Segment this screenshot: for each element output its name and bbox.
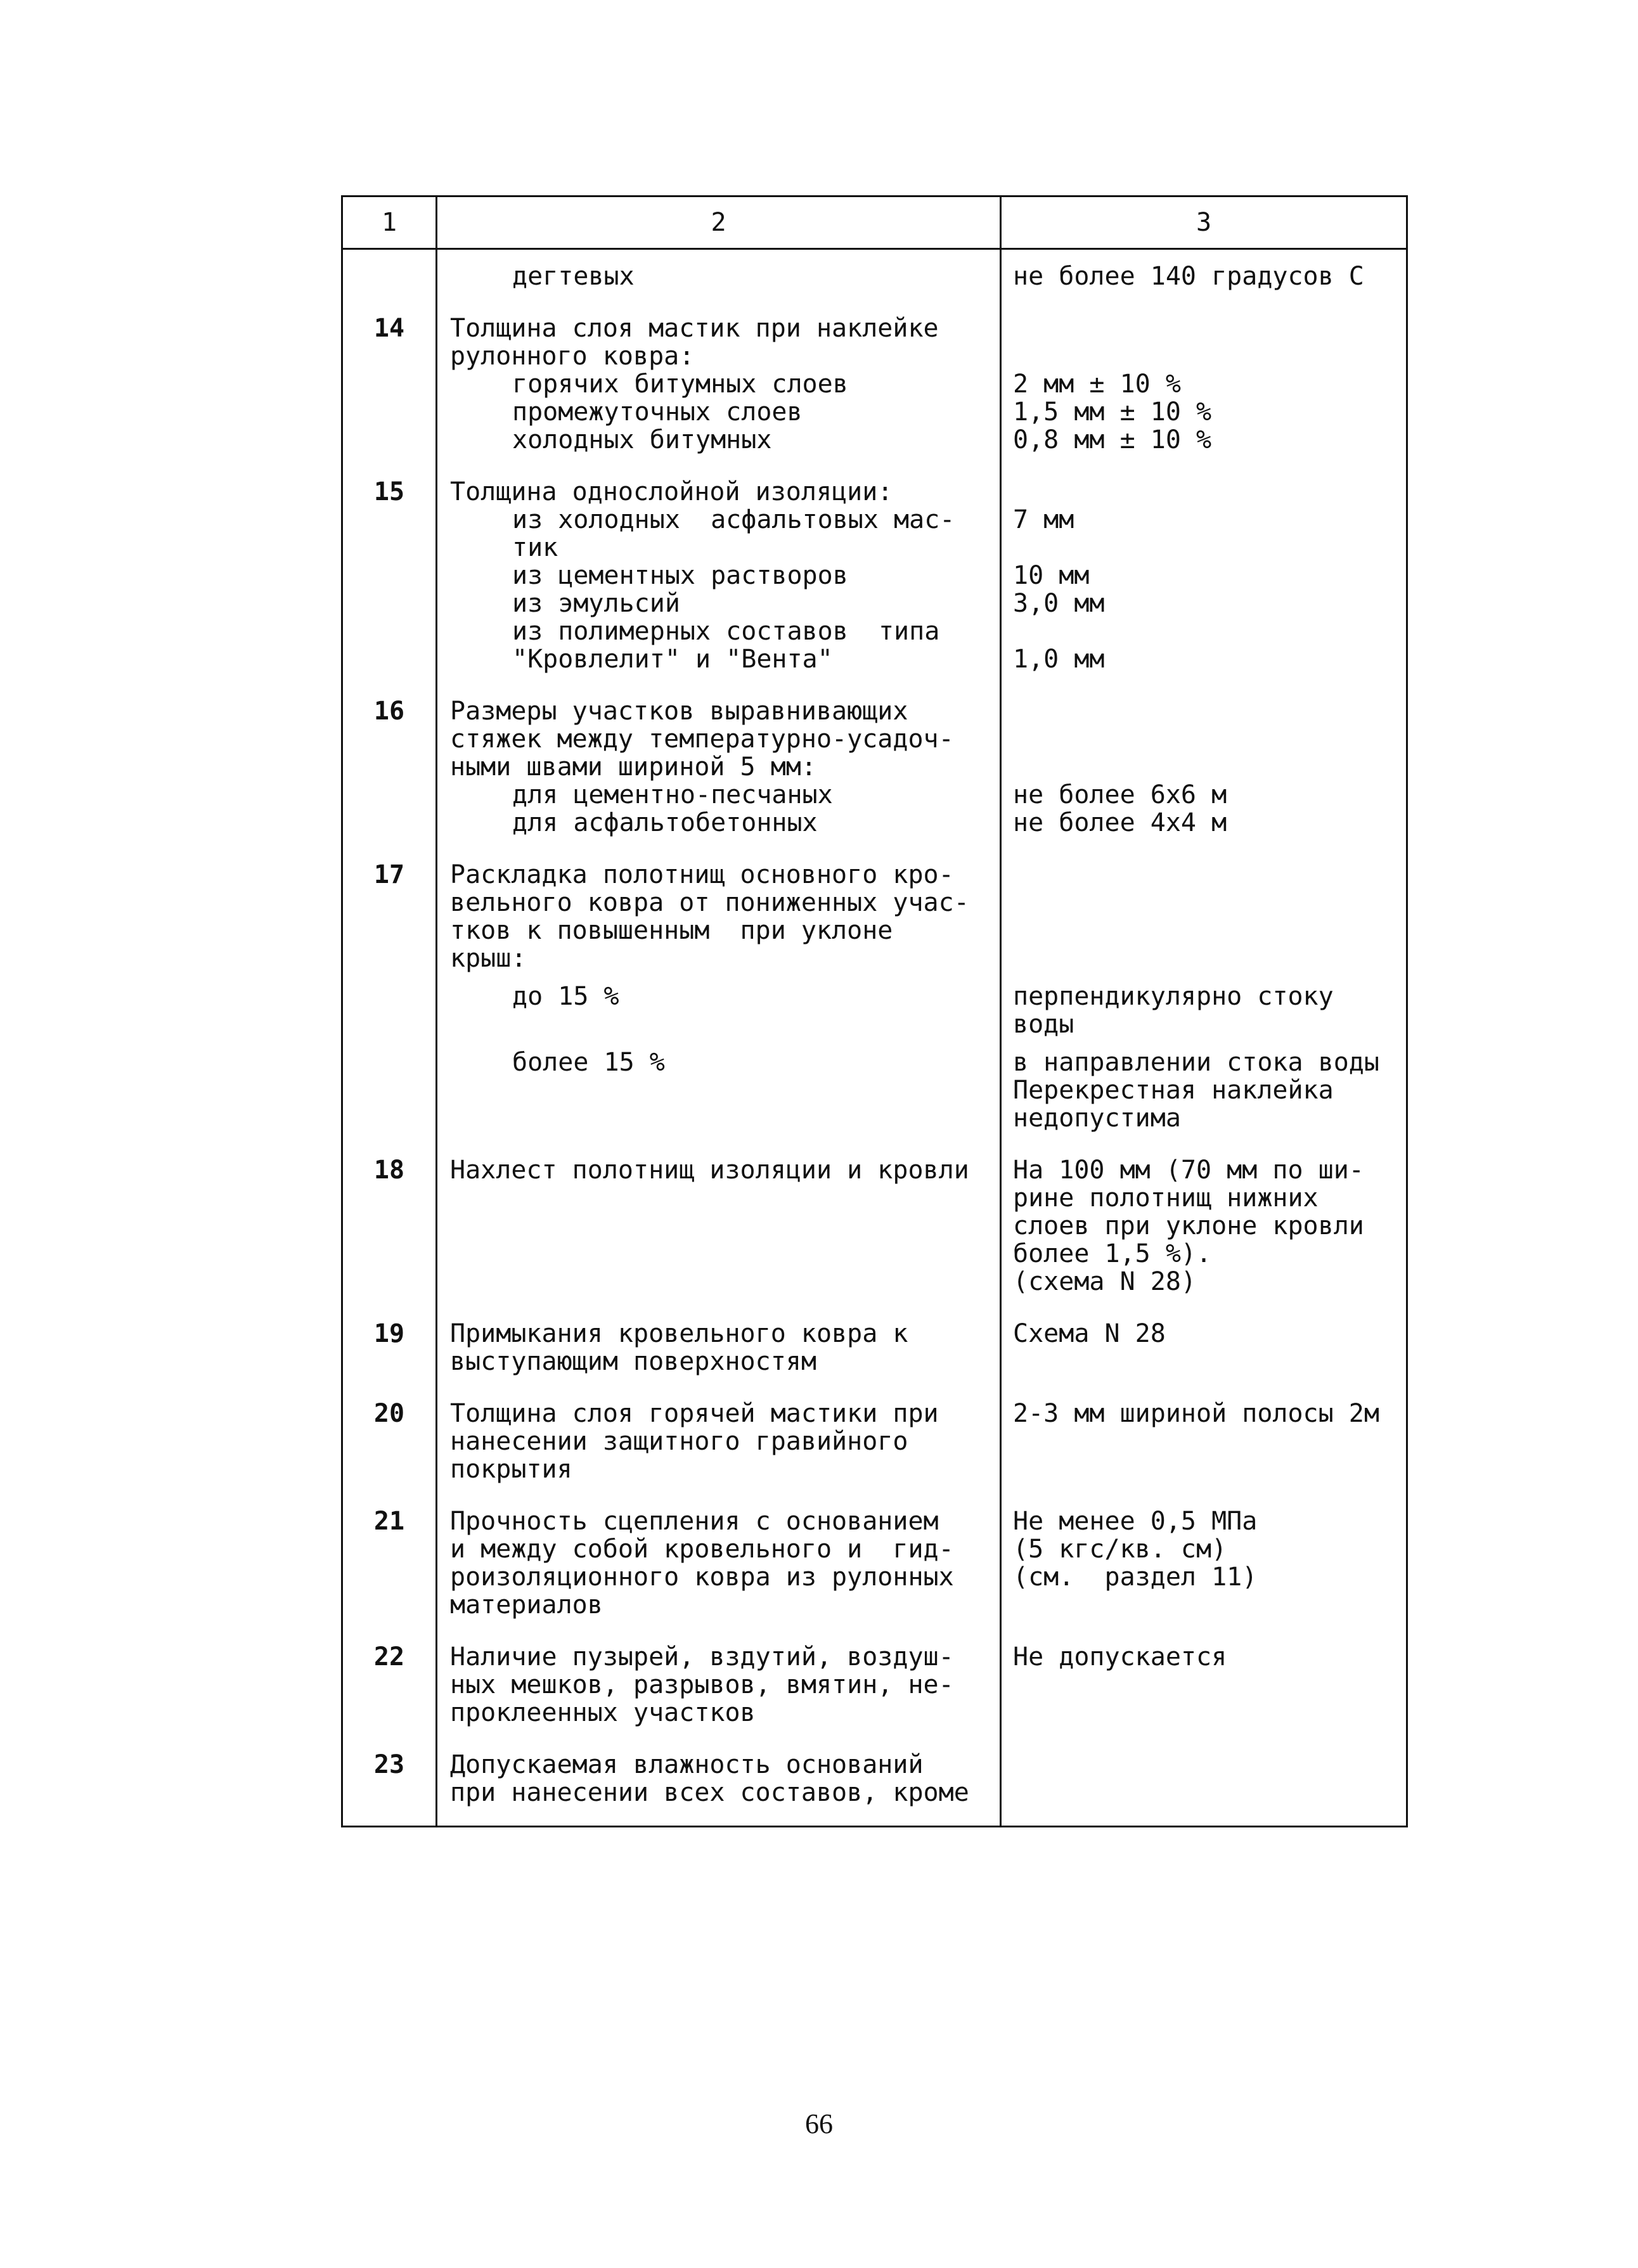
requirement-cell [1001,1156,1407,1320]
parameter-line: промежуточных слоев [512,397,803,427]
row-number: 14 [342,314,437,478]
parameter-line: материалов [450,1590,603,1620]
parameter-line: крыш: [450,944,527,973]
parameter-line: для цементно-песчаных [512,780,833,809]
requirement-line [1013,314,1403,342]
parameter-line: стяжек между температурно-усадоч- [450,725,954,754]
parameter-line: холодных битумных [512,425,772,454]
requirement-line: 0,8 мм ± 10 % [1013,425,1212,454]
table-row [342,1507,1407,1643]
parameter-cell [437,478,1001,697]
requirements-table [341,195,1408,1827]
row-number: 15 [342,478,437,697]
requirement-line: перпендикулярно стоку [1013,982,1334,1011]
requirement-cell [1001,478,1407,697]
header-row [342,197,1407,249]
row-number: 21 [342,1507,437,1643]
parameter-line: Толщина однослойной изоляции: [450,477,893,506]
parameter-cell [437,1751,1001,1827]
requirement-cell [1001,314,1407,478]
requirement-cell [1001,861,1407,1156]
parameter-line: ных мешков, разрывов, вмятин, не- [450,1670,954,1699]
column-header-1: 1 [342,197,437,249]
requirement-line: более 1,5 %). [1013,1239,1212,1268]
parameter-line: Допускаемая влажность оснований [450,1750,924,1779]
parameter-line: Нахлест полотнищ изоляции и кровли [450,1156,969,1185]
requirement-line: 2-3 мм шириной полосы 2м [1013,1399,1379,1428]
row-number: 20 [342,1400,437,1507]
requirement-line: 10 мм [1013,561,1090,590]
parameter-line: роизоляционного ковра из рулонных [450,1562,954,1592]
page-number: 66 [805,2108,833,2139]
parameter-cell [437,861,1001,1156]
table-row [342,1156,1407,1320]
parameter-line: выступающим поверхностям [450,1347,816,1376]
table-row [342,478,1407,697]
row-number: 16 [342,697,437,861]
requirement-line: (схема N 28) [1013,1267,1196,1296]
requirement-line [1013,1751,1403,1779]
row-number [342,249,437,315]
column-header-3: 3 [1001,197,1407,249]
parameter-line: и между собой кровельного и гид- [450,1535,954,1564]
requirement-line [1013,944,1403,972]
row-number: 22 [342,1643,437,1751]
requirement-line: не более 140 градусов С [1013,262,1364,291]
parameter-line: проклеенных участков [450,1698,756,1727]
requirement-line: (см. раздел 11) [1013,1562,1258,1592]
requirement-cell [1001,1751,1407,1827]
parameter-line: до 15 % [512,982,619,1011]
parameter-line: из холодных асфальтовых мас- [512,505,955,534]
table-row [342,697,1407,861]
row-number: 19 [342,1320,437,1400]
parameter-line: горячих битумных слоев [512,370,848,399]
requirement-line: 1,5 мм ± 10 % [1013,397,1212,427]
parameter-line: покрытия [450,1455,572,1484]
requirement-line: слоев при уклоне кровли [1013,1211,1364,1240]
parameter-line: Прочность сцепления с основанием [450,1507,939,1536]
table-row [342,314,1407,478]
requirement-line [1013,725,1403,753]
parameter-line: более 15 % [512,1048,665,1077]
parameter-line: Размеры участков выравнивающих [450,697,908,726]
requirement-line: Перекрестная наклейка [1013,1076,1334,1105]
requirement-cell [1001,1643,1407,1751]
parameter-line: Наличие пузырей, вздутий, воздуш- [450,1642,954,1672]
parameter-line: Толщина слоя мастик при наклейке [450,314,939,343]
table-row [342,249,1407,315]
table-header [342,197,1407,249]
requirement-cell [1001,1400,1407,1507]
requirement-line: не более 4х4 м [1013,808,1227,837]
parameter-line: при нанесении всех составов, кроме [450,1778,969,1807]
parameter-line: тков к повышенным при уклоне [450,916,893,945]
parameter-cell [437,1156,1001,1320]
requirement-line [1013,861,1403,889]
parameter-line: тик [512,533,558,562]
requirement-line [1013,534,1403,562]
requirement-line: рине полотнищ нижних [1013,1183,1319,1213]
requirement-line [1013,697,1403,725]
table-row [342,1643,1407,1751]
parameter-line: из полимерных составов типа [512,617,940,646]
parameter-line [450,1010,993,1038]
parameter-line: Раскладка полотнищ основного кро- [450,860,954,889]
table-row [342,1400,1407,1507]
table-row [342,861,1407,1156]
requirement-line: в направлении стока воды [1013,1048,1379,1077]
parameter-line: Толщина слоя горячей мастики при [450,1399,939,1428]
requirement-line: Схема N 28 [1013,1319,1166,1348]
parameter-line: для асфальтобетонных [512,808,818,837]
requirement-cell [1001,1507,1407,1643]
parameter-cell [437,697,1001,861]
parameter-cell [437,1507,1001,1643]
requirement-line [1013,753,1403,781]
requirement-line: Не менее 0,5 МПа [1013,1507,1258,1536]
requirement-line [1013,342,1403,370]
parameter-cell [437,1400,1001,1507]
requirement-line: не более 6х6 м [1013,780,1227,809]
requirement-cell [1001,249,1407,315]
requirement-cell [1001,697,1407,861]
parameter-cell [437,1320,1001,1400]
parameter-line: "Кровлелит" и "Вента" [512,645,833,674]
parameter-line: рулонного ковра: [450,342,695,371]
requirement-line [1013,917,1403,944]
table-row [342,1751,1407,1827]
column-header-2: 2 [437,197,1001,249]
requirement-line: Не допускается [1013,1642,1227,1672]
parameter-line: из эмульсий [512,589,680,618]
parameter-cell [437,249,1001,315]
requirement-line: недопустима [1013,1104,1181,1133]
row-number: 17 [342,861,437,1156]
parameter-line: нанесении защитного гравийного [450,1427,908,1456]
requirement-line: 7 мм [1013,505,1074,534]
row-number: 18 [342,1156,437,1320]
parameter-line: ными швами шириной 5 мм: [450,752,816,782]
parameter-cell [437,1643,1001,1751]
table-row [342,1320,1407,1400]
requirement-line: 2 мм ± 10 % [1013,370,1181,399]
requirement-line: 1,0 мм [1013,645,1105,674]
row-number: 23 [342,1751,437,1827]
parameter-line: вельного ковра от пониженных учас- [450,888,969,917]
parameter-line: Примыкания кровельного ковра к [450,1319,908,1348]
requirement-line [1013,478,1403,506]
requirement-line: 3,0 мм [1013,589,1105,618]
requirement-line: (5 кгс/кв. см) [1013,1535,1227,1564]
requirement-cell [1001,1320,1407,1400]
parameter-line: дегтевых [512,262,635,291]
table-body [342,249,1407,1827]
requirement-line: воды [1013,1010,1074,1039]
requirement-line: На 100 мм (70 мм по ши- [1013,1156,1364,1185]
parameter-line: из цементных растворов [512,561,848,590]
requirement-line [1013,617,1403,645]
requirement-line [1013,889,1403,917]
parameter-cell [437,314,1001,478]
